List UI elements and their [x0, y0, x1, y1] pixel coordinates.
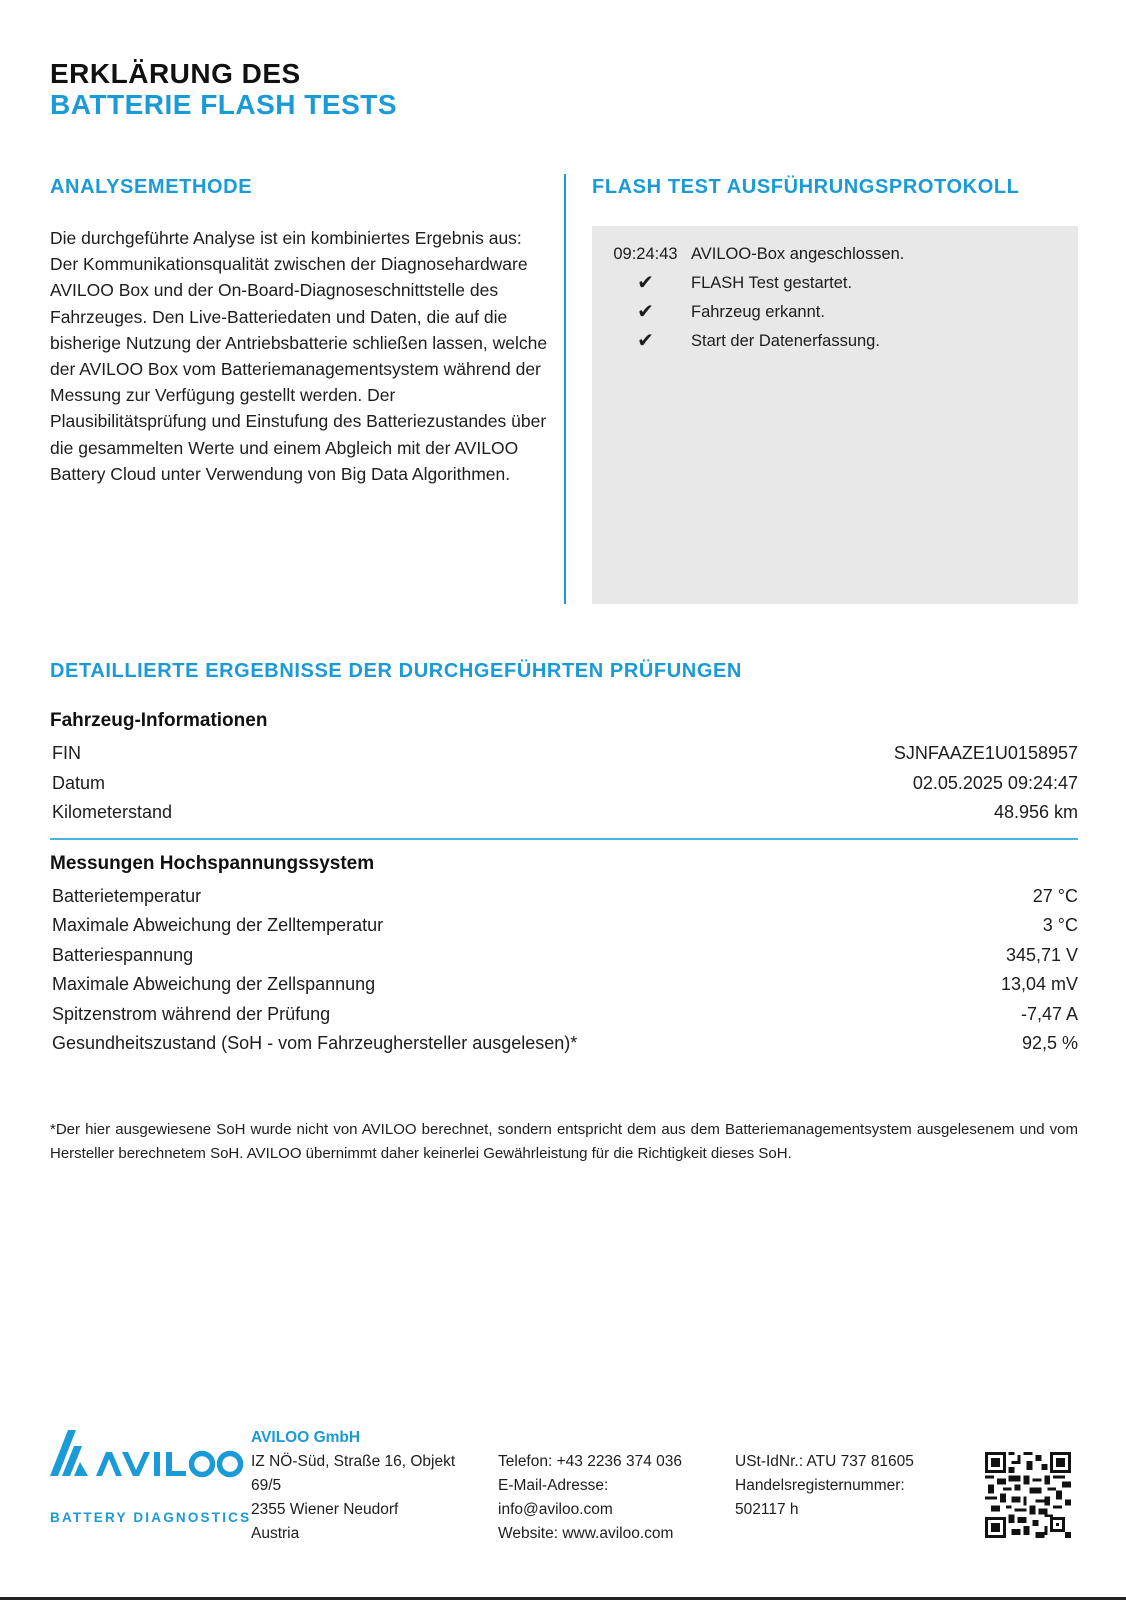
- log-message: FLASH Test gestartet.: [691, 274, 853, 292]
- row-value: 27 °C: [1032, 885, 1078, 906]
- vat-id: USt-IdNr.: ATU 737 81605: [735, 1453, 914, 1470]
- protocol-section: [592, 176, 1078, 199]
- log-entry: [592, 269, 1078, 298]
- page-title: [50, 58, 397, 120]
- log-entry: [592, 240, 1078, 269]
- analysis-section: [50, 176, 550, 487]
- row-label: FIN: [52, 743, 81, 763]
- log-message: Start der Datenerfassung.: [691, 332, 880, 350]
- logo-tagline: BATTERY DIAGNOSTICS: [50, 1510, 252, 1525]
- log-timestamp: 09:24:43: [613, 245, 678, 263]
- row-value: SJNFAAZE1U0158957: [893, 743, 1078, 763]
- address-line3: Austria: [251, 1525, 300, 1542]
- email-label: E-Mail-Adresse:: [498, 1477, 609, 1494]
- measurement-row: [50, 941, 1078, 971]
- footer-contact: [498, 1450, 718, 1546]
- measurement-row: [50, 882, 1078, 912]
- analysis-heading: ANALYSEMETHODE: [50, 176, 253, 198]
- analysis-body: Die durchgeführte Analyse ist ein kombiniertes Ergebnis aus: Der Kommunikationsqualität zwischen der Diagnosehardware AVILOO Box und der On-Board-Diagnoseschnittstelle des Fahrzeuges. Den Live-Batteriedaten und Daten, die auf die bisherige Nutzung der Antriebsbatterie schließen lassen, welche der AVILOO Box vom Batteriemanagementsystem während der Messung zur Verfügung gestellt werden. Der Plausibilitätsprüfung und Einstufung des Batteriezustandes über die gesammelten Werte und einem Abgleich mit der AVILOO Battery Cloud unter Verwendung von Big Data Algorithmen.: [50, 228, 548, 484]
- log-entry: [592, 327, 1078, 356]
- column-divider: [564, 174, 566, 604]
- hv-measurements-heading: Messungen Hochspannungssystem: [50, 852, 375, 874]
- row-label: Batteriespannung: [52, 944, 194, 965]
- footer-address: [251, 1426, 486, 1546]
- row-label: Maximale Abweichung der Zellspannung: [52, 974, 376, 994]
- checkmark-icon: ✔: [637, 330, 654, 352]
- detailed-results-heading: DETAILLIERTE ERGEBNISSE DER DURCHGEFÜHRTEN PRÜFUNGEN: [50, 660, 742, 682]
- row-label: Gesundheitszustand (SoH - vom Fahrzeughersteller ausgelesen)*: [52, 1033, 578, 1053]
- address-line2: 2355 Wiener Neudorf: [251, 1501, 399, 1518]
- log-message: Fahrzeug erkannt.: [691, 303, 825, 321]
- footer: [0, 1420, 1126, 1540]
- row-value: 02.05.2025 09:24:47: [912, 772, 1078, 793]
- soh-footnote: *Der hier ausgewiesene SoH wurde nicht von AVILOO berechnet, sondern entspricht dem aus dem Batteriemanagementsystem ausgelesenem und vom Hersteller berechnetem SoH. AVILOO übernimmt daher keinerlei Gewährleistung für die Richtigkeit dieses SoH.: [50, 1121, 1078, 1162]
- protocol-log: [592, 226, 1078, 604]
- aviloo-logo: [50, 1430, 252, 1525]
- log-entry: [592, 298, 1078, 327]
- register-number: 502117 h: [735, 1501, 799, 1518]
- aviloo-logo-icon: [50, 1430, 250, 1486]
- row-label: Datum: [52, 772, 106, 793]
- log-message: AVILOO-Box angeschlossen.: [691, 245, 905, 263]
- row-value: 48.956 km: [993, 802, 1078, 822]
- vehicle-info-row: [50, 739, 1078, 769]
- vehicle-info-heading: Fahrzeug-Informationen: [50, 710, 268, 731]
- vehicle-info-row: [50, 798, 1078, 828]
- measurement-row: [50, 970, 1078, 1000]
- row-value: 13,04 mV: [1000, 974, 1078, 994]
- row-value: 92,5 %: [1021, 1033, 1078, 1053]
- detailed-results-section: [50, 660, 1078, 1059]
- page-title-line2: BATTERIE FLASH TESTS: [50, 89, 398, 120]
- company-name: AVILOO GmbH: [251, 1429, 361, 1446]
- address-line1: IZ NÖ-Süd, Straße 16, Objekt 69/5: [251, 1453, 456, 1494]
- protocol-heading: FLASH TEST AUSFÜHRUNGSPROTOKOLL: [592, 176, 1020, 198]
- checkmark-icon: ✔: [637, 272, 654, 294]
- website-link[interactable]: Website: www.aviloo.com: [498, 1525, 674, 1542]
- section-divider: [50, 838, 1078, 840]
- row-value: 3 °C: [1042, 915, 1078, 935]
- row-value: -7,47 A: [1020, 1003, 1078, 1024]
- email-link[interactable]: info@aviloo.com: [498, 1501, 613, 1518]
- measurement-row: [50, 911, 1078, 941]
- footer-legal: [735, 1450, 955, 1522]
- row-label: Kilometerstand: [52, 802, 173, 822]
- register-label: Handelsregisternummer:: [735, 1477, 905, 1494]
- phone: Telefon: +43 2236 374 036: [498, 1453, 683, 1470]
- vehicle-info-row: [50, 769, 1078, 799]
- measurement-row: [50, 1000, 1078, 1030]
- row-label: Spitzenstrom während der Prüfung: [52, 1003, 331, 1024]
- row-label: Maximale Abweichung der Zelltemperatur: [52, 915, 384, 935]
- checkmark-icon: ✔: [637, 301, 654, 323]
- row-value: 345,71 V: [1005, 944, 1078, 965]
- row-label: Batterietemperatur: [52, 885, 202, 906]
- page-title-line1: ERKLÄRUNG DES: [50, 58, 301, 89]
- qr-code-icon: [985, 1452, 1071, 1538]
- measurement-row: [50, 1029, 1078, 1059]
